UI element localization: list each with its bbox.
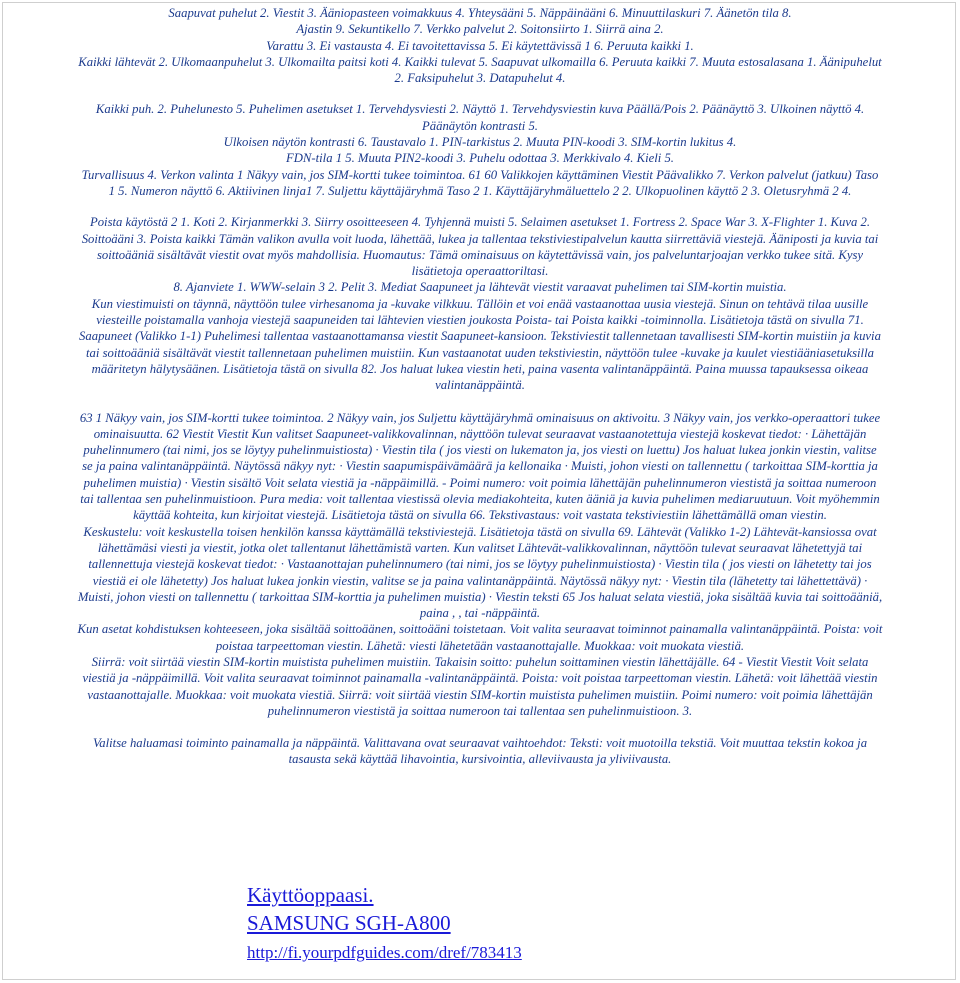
- text-line: Turvallisuus 4. Verkon valinta 1 Näkyy vain, jos SIM-kortti tukee toimintoa. 61 60 Valikkojen käyttäminen Viestit Päävalikko 7. Verkon palvelut (jatkuu) Taso: [81, 167, 879, 182]
- paragraph-text-options: [6, 735, 954, 768]
- text-line: viestiä ja -näppäimillä. Voit valita seuraavat toiminnot painamalla -valintanäppäintä. Poista: voit poistaa tarpeettoman viestin. Lähetä: voit lähettää viestin: [82, 671, 878, 686]
- paragraph-menu-calls: [6, 5, 954, 86]
- text-line: Soittoääni 3. Poista kaikki Tämän valikon avulla voit luoda, lähettää, lukea ja tallentaa tekstiviestipalvelun kautta siirrettäviä viestejä. Ääniposti ja kuvia tai: [81, 231, 879, 246]
- text-line: Saapuvat puhelut 2. Viestit 3. Ääniopasteen voimakkuus 4. Yhteysääni 5. Näppäinääni 6. Minuuttilaskuri 7. Äänetön tila 8.: [168, 6, 792, 20]
- document-body: [6, 5, 954, 768]
- text-line: Kun viestimuisti on täynnä, näyttöön tulee virhesanoma ja -kuvake vilkkuu. Tällöin et voi enää vastaanottaa uusia viestejä. Sinun on tehtävä tilaa uusille: [91, 296, 869, 311]
- text-line: 2. Faksipuhelut 3. Datapuhelut 4.: [394, 71, 566, 86]
- text-line: tai soittoääniä sisältävät viestit tallennetaan puhelimen muistiin. Kun vastaanotat uuden tekstiviestin, näyttöön tulee -kuvake ja kuulet viestiääniasetuksilla: [86, 345, 874, 360]
- text-line: puhelinnumeron viestistä ja soittaa numeroon tai tallentaa sen puhelinmuistioon. 3.: [267, 703, 693, 718]
- text-line: 1 5. Numeron näyttö 6. Aktiivinen linja1 7. Suljettu käyttäjäryhmä Taso 2 1. Käyttäjäryhmäluettelo 2 2. Ulkopuolinen käyttö 2 3. Oletusryhmä 2 4.: [108, 183, 852, 198]
- text-line: poistaa tarpeettoman viestin. Lähetä: viesti lähetetään vastaanottajalle. Muokkaa: voit muokata viestiä.: [215, 638, 745, 653]
- text-line: Ulkoisen näytön kontrasti 6. Taustavalo 1. PIN-tarkistus 2. Muuta PIN-koodi 3. SIM-kortin lukitus 4.: [223, 135, 737, 150]
- text-line: lisätietoja operaattoriltasi.: [411, 264, 549, 279]
- text-line: Kun asetat kohdistuksen kohteeseen, joka sisältää soittoäänen, soittoääni toistetaan. Voit valita seuraavat toiminnot painamalla valintanäppäintä. Poista: voit: [77, 622, 883, 637]
- text-line: lähettämäsi viesti ja viestit, jotka olet tallentanut lähettämistä varten. Kun valitset Lähtevät-valikkovalinnan, näyttöön tulevat seuraavat lähetettyjä tai: [97, 540, 863, 555]
- text-line: Varattu 3. Ei vastausta 4. Ei tavoitettavissa 5. Ei käytettävissä 1 6. Peruuta kaikki 1.: [266, 38, 694, 53]
- guide-link[interactable]: Käyttöoppaasi.: [247, 883, 374, 907]
- text-line: vastaanottajalle. Muokkaa: voit muokata viestiä. Siirrä: voit siirtää viestin SIM-kortin muistista puhelimen muistiin. Poimi numero: voit poimia lähettäjän: [87, 687, 873, 702]
- paragraph-messages-intro: [6, 214, 954, 393]
- text-line: Päänäytön kontrasti 5.: [422, 118, 538, 133]
- text-line: valintanäppäintä.: [435, 378, 525, 393]
- text-line: käyttää kohteita, kun kirjoitat viestejä. Lisätietoja tästä on sivulla 66. Tekstivastaus: voit vastata tekstiviestiin lähettämällä oman viestin.: [133, 508, 827, 523]
- text-line: puhelinnumero (tai nimi, jos se löytyy puhelinmuistiosta) · Viestin tila ( jos viesti on lukematon ja, jos viesti on luettu) Jos haluat lukea jonkin viestin, valitse: [83, 443, 877, 458]
- text-line: paina , , tai -näppäintä.: [419, 606, 541, 621]
- text-line: Kaikki puh. 2. Puhelunesto 5. Puhelimen asetukset 1. Tervehdysviesti 2. Näyttö 1. Tervehdysviestin kuva Päällä/Pois 2. Päänäyttö 3. Ulkoinen näyttö 4.: [95, 102, 865, 117]
- text-line: se ja paina valintanäppäintä. Näytössä näkyy nyt: · Viestin saapumispäivämäärä ja kellonaika · Muisti, johon viesti on tallennettu ( tarkoittaa SIM-korttia ja: [82, 459, 878, 474]
- text-line: soittoääniä sisältävät viestit ovat myös mahdollisia. Huomautus: Tämä ominaisuus on käytettävissä vain, jos palveluntarjoajan verkko tukee sitä. Kysy: [96, 247, 864, 262]
- text-line: 8. Ajanviete 1. WWW-selain 3 2. Pelit 3. Mediat Saapuneet ja lähtevät viestit varaavat puhelimen tai SIM-kortin muistia.: [173, 280, 787, 295]
- text-line: FDN-tila 1 5. Muuta PIN2-koodi 3. Puhelu odottaa 3. Merkkivalo 4. Kieli 5.: [286, 151, 674, 166]
- text-line: tasausta sekä käyttää lihavointia, kursivointia, alleviivausta ja yliviivausta.: [288, 752, 672, 767]
- text-line: Muisti, johon viesti on tallennettu ( tarkoittaa SIM-korttia ja puhelimen muistia) · Viestin teksti 65 Jos haluat selata viestiä, joka sisältää kuvia tai soittoääniä,: [77, 589, 883, 604]
- text-line: tai tallentaa sen puhelinmuistioon. Pura media: voit tallentaa viestissä olevia mediakohteita, kuten ääniä ja kuvia puhelimen mediaruutuun. Voit myöhemmin: [80, 492, 880, 507]
- text-line: puhelimen muistia) · Viestin sisältö Voit selata viestiä ja -näppäimillä. - Poimi numero: voit poimia lähettäjän puhelinnumeron viestistä ja soittaa numeroon: [83, 475, 877, 490]
- text-line: 63 1 Näkyy vain, jos SIM-kortti tukee toimintoa. 2 Näkyy vain, jos Suljettu käyttäjäryhmä ominaisuus on aktivoitu. 3 Näkyy vain, jos verkko-operaattori tukee: [79, 410, 881, 425]
- footer-links: [247, 881, 522, 965]
- source-url-link[interactable]: http://fi.yourpdfguides.com/dref/783413: [247, 943, 522, 962]
- text-line: viesteille poistamalla vanhoja viestejä saapuneiden tai lähtevien viestien joukosta Poista- tai Poista kaikki -toiminnolla. Lisätietoja tästä on sivulla 71.: [96, 313, 864, 328]
- text-line: ominaisuutta. 62 Viestit Viestit Kun valitset Saapuneet-valikkovalinnan, näyttöön tulevat seuraavat vastaanotettuja viestejä koskevat tiedot: · Lähettäjän: [93, 426, 867, 441]
- text-line: viestiä ei ole lähetetty) Jos haluat lukea jonkin viestin, valitse se ja paina valintanäppäintä. Näytössä näkyy nyt: · Viestin tila (lähetetty tai lähettettävä) ·: [92, 573, 868, 588]
- paragraph-menu-settings: [6, 101, 954, 199]
- text-line: määritetyn hälytysäänen. Lisätietoja tästä on sivulla 82. Jos haluat lukea viestin heti, paina vasenta valintanäppäintä. Paina muussa tapauksessa oikeaa: [91, 361, 869, 376]
- model-link[interactable]: SAMSUNG SGH-A800: [247, 911, 451, 935]
- text-line: Kaikki lähtevät 2. Ulkomaanpuhelut 3. Ulkomailta paitsi koti 4. Kaikki tulevat 5. Saapuvat ulkomailla 6. Peruuta kaikki 7. Muuta estosalasana 1. Äänipuhelut: [78, 54, 882, 69]
- text-line: Keskustelu: voit keskustella toisen henkilön kanssa käyttämällä tekstiviestejä. Lisätietoja tästä on sivulla 69. Lähtevät (Valikko 1-2) Lähtevät-kansiossa ovat: [83, 524, 877, 539]
- text-line: Siirrä: voit siirtää viestin SIM-kortin muistista puhelimen muistiin. Takaisin soitto: puhelun soittaminen viestin lähettäjälle. 64 - Viestit Viestit Voit selata: [91, 654, 869, 669]
- text-line: Saapuneet (Valikko 1-1) Puhelimesi tallentaa vastaanottamansa viestit Saapuneet-kansioon. Tekstiviestit tallennetaan tavallisesti SIM-kortin muistiin ja kuvia: [79, 329, 881, 344]
- text-line: Valitse haluamasi toiminto painamalla ja näppäintä. Valittavana ovat seuraavat vaihtoehdot: Teksti: voit muotoilla tekstiä. Voit muuttaa tekstin kokoa ja: [92, 736, 868, 751]
- text-line: Ajastin 9. Sekuntikello 7. Verkko palvelut 2. Soitonsiirto 1. Siirrä aina 2.: [296, 22, 664, 37]
- text-line: tallennettuja viestejä koskevat tiedot: · Vastaanottajan puhelinnumero (tai nimi, jos se löytyy puhelinmuistiosta) · Viestin tila ( jos viesti on lähetetty tai jos: [88, 557, 872, 572]
- document-page: [2, 2, 956, 980]
- text-line: Poista käytöstä 2 1. Koti 2. Kirjanmerkki 3. Siirry osoitteeseen 4. Tyhjennä muisti 5. Selaimen asetukset 1. Fortress 2. Space War 3. X-Flighter 1. Kuva 2.: [89, 215, 871, 230]
- paragraph-inbox-outbox: [6, 410, 954, 720]
